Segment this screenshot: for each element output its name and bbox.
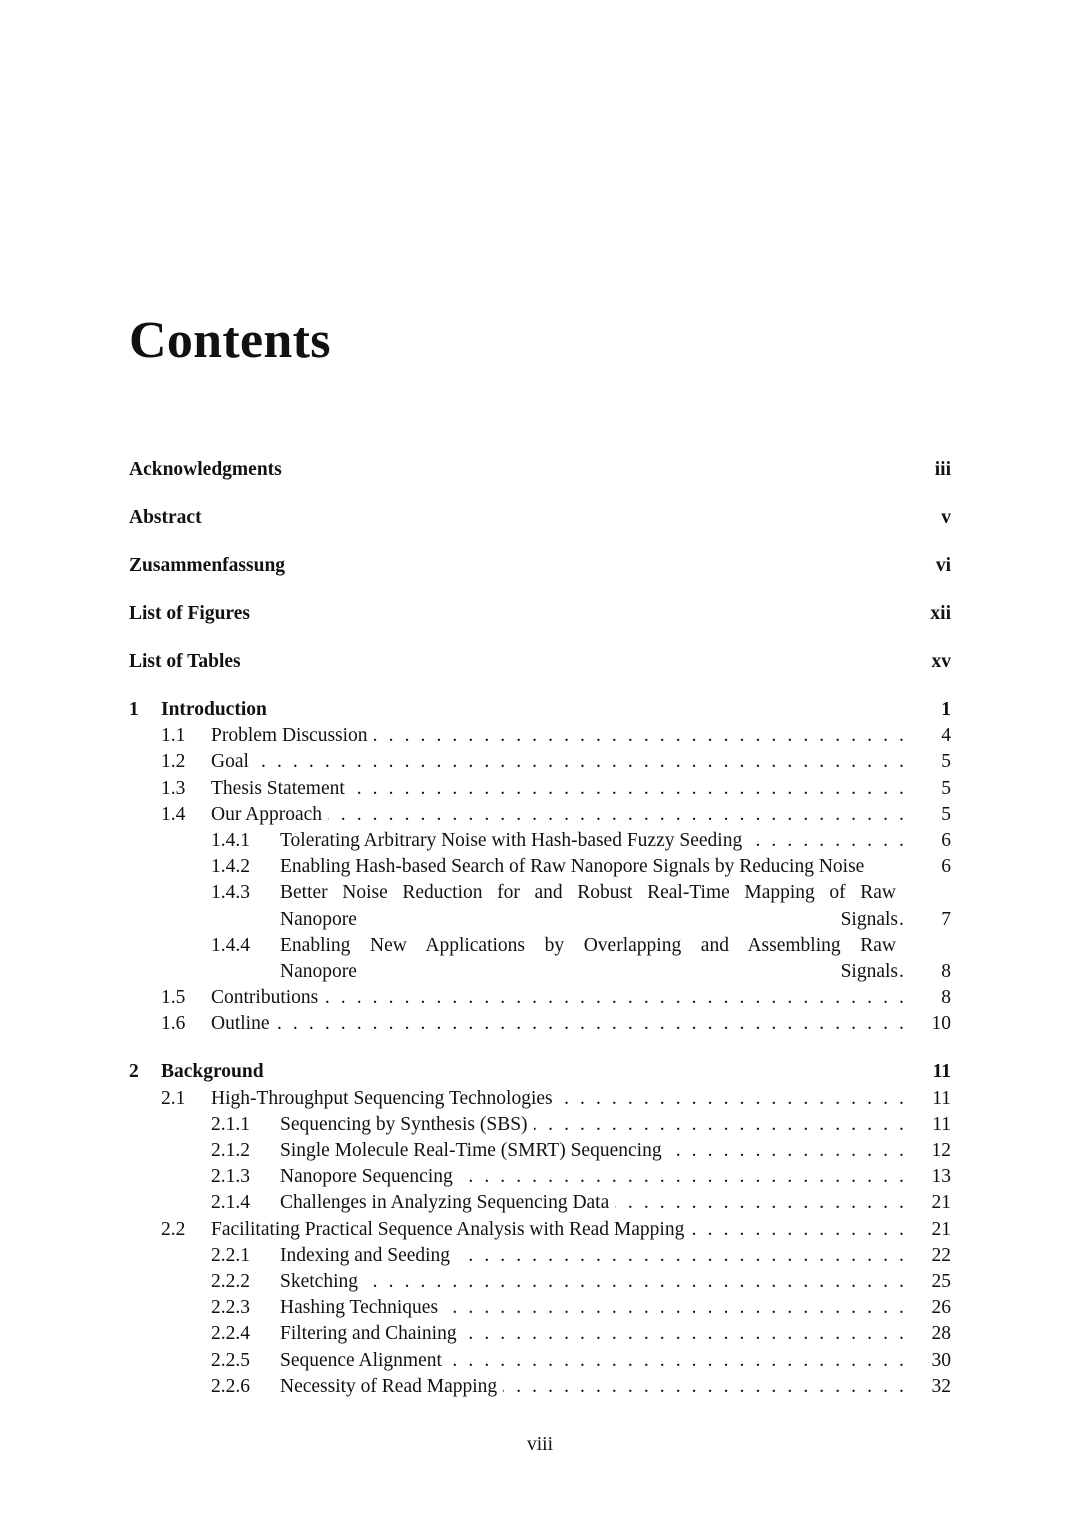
entry-title: Goal — [211, 749, 255, 775]
entry-title: Outline — [211, 1011, 276, 1037]
toc-subsection-entry[interactable] — [129, 1374, 951, 1400]
entry-title: Hashing Techniques — [280, 1295, 444, 1321]
entry-page-number: 32 — [924, 1374, 952, 1400]
entry-page-number: xii — [922, 601, 951, 627]
entry-number: 2 — [129, 1061, 139, 1083]
leader-dots — [690, 1217, 951, 1243]
entry-title: Enabling New Applications by Overlapping and Assembling Raw — [280, 934, 896, 956]
leader-dots — [276, 1011, 952, 1037]
entry-page-number: 5 — [933, 776, 951, 802]
entry-page-number: 21 — [924, 1217, 952, 1243]
entry-title: Tolerating Arbitrary Noise with Hash-based Fuzzy Seeding — [280, 828, 748, 854]
toc-section-entry[interactable] — [129, 723, 951, 749]
toc-subsection-entry[interactable] — [129, 1321, 951, 1347]
leader-dots — [459, 1164, 951, 1190]
toc-chapter-entry[interactable] — [129, 1059, 951, 1085]
toc-front-matter-entry[interactable] — [129, 649, 951, 697]
entry-title: Sketching — [280, 1269, 364, 1295]
entry-number: 2.1.1 — [211, 1113, 250, 1135]
entry-page-number: 30 — [924, 1348, 952, 1374]
entry-title: List of Tables — [129, 649, 247, 675]
entry-number: 2.1.2 — [211, 1140, 250, 1162]
entry-number: 2.1.3 — [211, 1166, 250, 1188]
entry-title: Zusammenfassung — [129, 553, 291, 579]
page-title: Contents — [129, 312, 331, 369]
toc-front-matter-entry[interactable] — [129, 457, 951, 505]
leader-dots — [364, 1269, 951, 1295]
leader-dots — [534, 1112, 951, 1138]
entry-page-number: 4 — [933, 723, 951, 749]
entry-title: Sequence Alignment — [280, 1348, 448, 1374]
entry-page-number: 26 — [924, 1295, 952, 1321]
entry-page-number: v — [933, 505, 951, 531]
toc-section-entry[interactable] — [129, 776, 951, 802]
entry-title: List of Figures — [129, 601, 256, 627]
entry-number: 2.1.4 — [211, 1192, 250, 1214]
entry-number: 2.2.6 — [211, 1375, 250, 1397]
leader-dots — [444, 1295, 951, 1321]
entry-page-number: 1 — [933, 697, 951, 723]
toc-front-matter-entry[interactable] — [129, 505, 951, 553]
entry-page-number: 7 — [933, 907, 951, 933]
leader-dots — [503, 1374, 951, 1400]
entry-title: Acknowledgments — [129, 457, 288, 483]
entry-title-continued: Nanopore Signals — [280, 960, 898, 982]
leader-dots — [456, 1243, 951, 1269]
entry-title: Enabling Hash-based Search of Raw Nanopore Signals by Reducing Noise — [280, 854, 870, 880]
leader-dots — [328, 802, 951, 828]
entry-title: Indexing and Seeding — [280, 1243, 456, 1269]
entry-page-number: 6 — [933, 854, 951, 880]
entry-number: 2.1 — [161, 1087, 186, 1109]
entry-number: 1 — [129, 699, 139, 720]
entry-number: 2.2.3 — [211, 1297, 250, 1319]
entry-page-number: 11 — [925, 1059, 951, 1085]
entry-number: 2.2.5 — [211, 1349, 250, 1371]
entry-title: Filtering and Chaining — [280, 1321, 463, 1347]
entry-title: Thesis Statement — [211, 776, 351, 802]
leader-dots — [255, 749, 951, 775]
entry-page-number: iii — [927, 457, 951, 483]
toc-section-entry[interactable] — [129, 1011, 951, 1037]
entry-title: Introduction — [161, 697, 273, 723]
entry-number: 1.5 — [161, 987, 186, 1009]
toc-subsection-entry[interactable] — [129, 1295, 951, 1321]
toc-subsection-entry[interactable] — [129, 1138, 951, 1164]
leader-dots — [615, 1190, 951, 1216]
entry-page-number: xv — [924, 649, 952, 675]
entry-title: Challenges in Analyzing Sequencing Data — [280, 1190, 615, 1216]
toc-front-matter-entry[interactable] — [129, 601, 951, 649]
entry-title: Facilitating Practical Sequence Analysis with Read Mapping — [211, 1217, 690, 1243]
entry-number: 1.4.3 — [211, 882, 250, 904]
entry-number: 2.2 — [161, 1218, 186, 1240]
entry-title: Problem Discussion — [211, 723, 374, 749]
toc-subsection-entry[interactable] — [129, 933, 951, 985]
toc-subsection-entry[interactable] — [129, 1164, 951, 1190]
entry-number: 1.2 — [161, 751, 186, 773]
entry-title: High-Throughput Sequencing Technologies — [211, 1086, 559, 1112]
toc-chapter-entry[interactable] — [129, 697, 951, 723]
entry-page-number: 11 — [924, 1112, 951, 1138]
toc-front-matter-entry[interactable] — [129, 553, 951, 601]
toc-section-entry[interactable] — [129, 1217, 951, 1243]
leader-dots — [324, 985, 951, 1011]
entry-title: Contributions — [211, 985, 324, 1011]
entry-page-number: 5 — [933, 749, 951, 775]
entry-title: Our Approach — [211, 802, 328, 828]
entry-title: Abstract — [129, 505, 208, 531]
entry-page-number: 5 — [933, 802, 951, 828]
toc-section-entry[interactable] — [129, 749, 951, 775]
toc-subsection-entry[interactable] — [129, 1190, 951, 1216]
entry-title: Sequencing by Synthesis (SBS) — [280, 1112, 534, 1138]
entry-page-number: 21 — [924, 1190, 952, 1216]
entry-page-number: 28 — [924, 1321, 952, 1347]
entry-number: 1.3 — [161, 777, 186, 799]
entry-number: 2.2.4 — [211, 1323, 250, 1345]
entry-number: 2.2.1 — [211, 1244, 250, 1266]
entry-page-number: vi — [928, 553, 951, 579]
entry-page-number: 13 — [924, 1164, 952, 1190]
toc-section-entry[interactable] — [129, 985, 951, 1011]
entry-page-number: 22 — [924, 1243, 952, 1269]
toc-subsection-entry[interactable] — [129, 828, 951, 854]
toc-subsection-entry[interactable] — [129, 1269, 951, 1295]
entry-page-number: 25 — [924, 1269, 952, 1295]
table-of-contents — [129, 457, 951, 1400]
toc-subsection-entry[interactable] — [129, 1112, 951, 1138]
entry-title-continued: Nanopore Signals — [280, 908, 898, 930]
entry-title: Background — [161, 1059, 270, 1085]
entry-number: 1.6 — [161, 1013, 186, 1035]
toc-section-entry[interactable] — [129, 802, 951, 828]
entry-title: Better Noise Reduction for and Robust Real-Time Mapping of Raw — [280, 882, 896, 904]
entry-page-number: 8 — [933, 959, 951, 985]
entry-number: 1.4.1 — [211, 829, 250, 851]
leader-dots — [748, 828, 951, 854]
leader-dots — [448, 1348, 951, 1374]
entry-number: 1.1 — [161, 725, 186, 747]
leader-dots — [559, 1086, 951, 1112]
entry-title: Single Molecule Real-Time (SMRT) Sequencing — [280, 1138, 668, 1164]
toc-subsection-entry[interactable] — [129, 1348, 951, 1374]
leader-dots — [374, 723, 951, 749]
entry-page-number: 6 — [933, 828, 951, 854]
entry-number: 1.4.2 — [211, 856, 250, 878]
page-number: viii — [526, 1434, 553, 1455]
entry-page-number: 8 — [933, 985, 951, 1011]
entry-number: 2.2.2 — [211, 1270, 250, 1292]
toc-subsection-entry[interactable] — [129, 1243, 951, 1269]
entry-page-number: 12 — [924, 1138, 952, 1164]
entry-title: Necessity of Read Mapping — [280, 1374, 503, 1400]
leader-dots — [668, 1138, 951, 1164]
entry-number: 1.4 — [161, 803, 186, 825]
entry-page-number: 11 — [924, 1086, 951, 1112]
entry-page-number: 10 — [924, 1011, 952, 1037]
toc-section-entry[interactable] — [129, 1086, 951, 1112]
toc-subsection-entry[interactable] — [129, 880, 951, 932]
toc-subsection-entry[interactable] — [129, 854, 951, 880]
entry-title: Nanopore Sequencing — [280, 1164, 459, 1190]
leader-dots — [351, 776, 951, 802]
entry-number: 1.4.4 — [211, 934, 250, 956]
leader-dots — [463, 1321, 951, 1347]
